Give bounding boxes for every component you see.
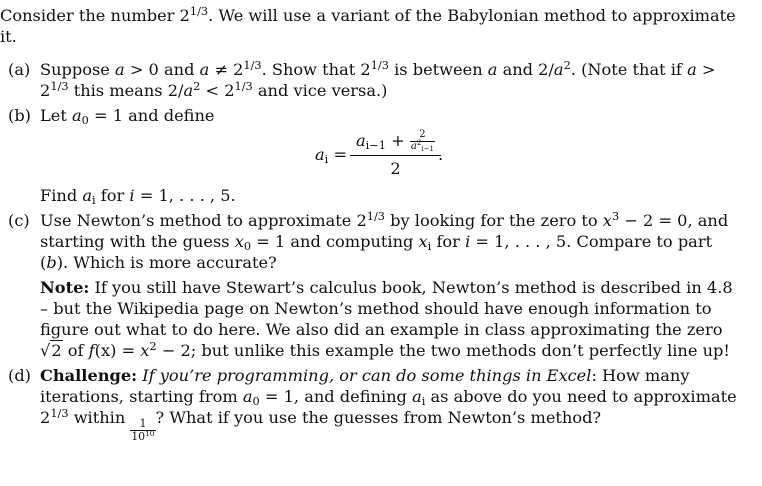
part-a-label: (a) [8, 60, 31, 79]
note-label: Note: [40, 277, 90, 297]
problem-list [0, 59, 738, 442]
part-b-label: (b) [8, 106, 31, 125]
recurrence-formula: $a_i$ = $a_{i-1}$ + $\frac{2}{a^2_{i-1}}$ 2 . [315, 129, 444, 178]
main-fraction: $a_{i-1}$ + $\frac{2}{a^2_{i-1}}$ 2 [353, 130, 438, 179]
inner-fraction: $\frac{2}{a^2_{i-1}}$ [410, 129, 434, 153]
intro-paragraph: Consider the number $2^{1/3}$. We will use a variant of the Babylonian method to approximate it. [0, 3, 736, 46]
sqrt-two: √2 [40, 340, 62, 360]
part-a: (a) Suppose a > 0 and $a \ne 2^{1/3}$. Show that $2^{1/3}$ is between a and $2/a^2$. (Note that if $a > 2^{1/3}$ this means $2/a^2 < 2^{1/3}$ and vice versa.) [8, 57, 716, 100]
challenge-label: Challenge: [40, 365, 138, 385]
note-paragraph: Note: If you still have Stewart’s calculus book, Newton’s method is described in 4.8 – but the Wikipedia page on Newton’s method should have enough information to figure out what to do here. We also did an example in class approximating the zero √2 of $f(x) = x^2 - 2$; but unlike this example the two methods don’t perfectly line up! [40, 277, 733, 360]
part-c-label: (c) [8, 210, 30, 230]
part-d: (d) Challenge: If you’re programming, or can do some things in Excel: How many iterations, starting from $a_0 = 1$, and defining $a_i$ as above do you need to approximate $2^{1/3}$ within $\frac{1}{10^{10}}$ ? What if you use the guesses from Newton’s method? [8, 365, 737, 443]
part-b: (b) Let $a_0 = 1$ and define $a_i$ = $a_{i-1}$ + $\frac{2}{a^2_{i-1}}$ 2 . Find $a_i$ for i = 1, . . . , 5. [0, 105, 738, 206]
part-c: (c) Use Newton’s method to approximate $2^{1/3}$ by looking for the zero to $x^3 - 2 = 0$, and starting with the guess $x_0 = 1$ and computing $x_i$ for i = 1, . . . , 5. Compare to part (b). Which is more accurate? Note: If you still have Stewart’s calculus book, Newton’s method is described in 4.8 – but the Wikipedia page on Newton’s method should have enough information to figure out what to do here. We also did an example in class approximating the zero √2 of $f(x) = x^2 - 2$; but unlike this example the two methods don’t perfectly line up! [0, 210, 738, 361]
part-d-label: (d) [8, 365, 31, 385]
tolerance-fraction: $\frac{1}{10^{10}}$ [131, 417, 155, 443]
